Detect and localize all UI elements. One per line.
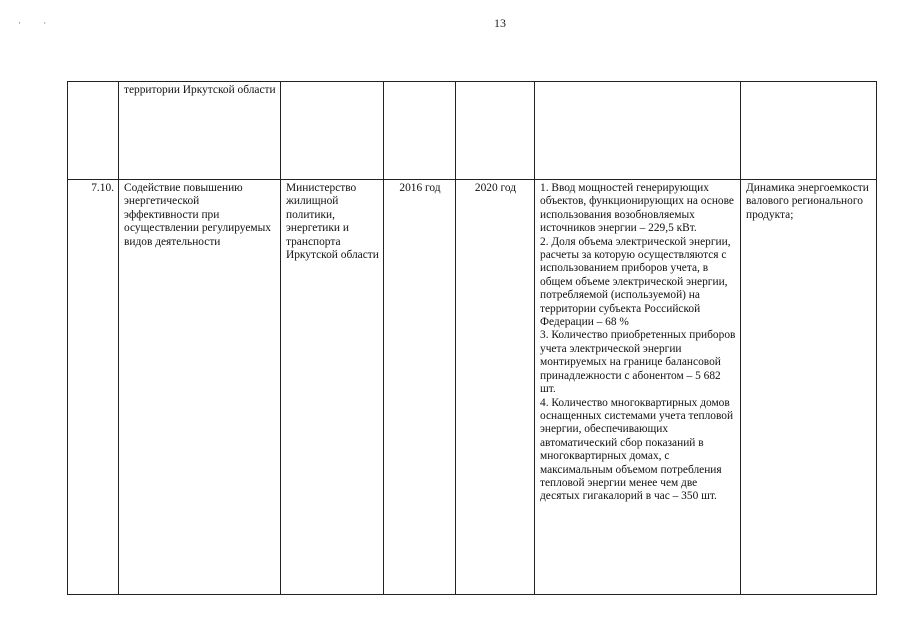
cell-link — [741, 82, 877, 180]
indicator-item: 2. Доля объема электрической энергии, расчеты за которую осуществляются с использованием приборов учета, в общем объеме электрической энергии, потребляемой (используемой) на территории субъекта Российской Федерации – 68 % — [540, 235, 731, 329]
cell-executor — [281, 82, 384, 180]
indicator-item: 1. Ввод мощностей генерирующих объектов, функционирующих на основе использования возобновляемых источников энергии – 229,5 кВт. — [540, 182, 734, 235]
cell-link: Динамика энергоемкости валового регионального продукта; — [741, 180, 877, 595]
table-row — [68, 82, 877, 180]
cell-start-year: 2016 год — [384, 180, 456, 595]
cell-indicators — [535, 82, 741, 180]
indicator-item: 4. Количество многоквартирных домов оснащенных системами учета тепловой энергии, обеспечивающих автоматический сбор показаний в многоквартирных домах, с максимальным объемом потребления тепловой энергии менее чем две десятых гигакалорий в час – 350 шт. — [540, 396, 734, 503]
cell-measure-name: территории Иркутской области — [119, 82, 281, 180]
cell-number: 7.10. — [68, 180, 119, 595]
scan-marks: · · — [18, 18, 57, 28]
cell-measure-name: Содействие повышению энергетической эффективности при осуществлении регулируемых видов деятельности — [119, 180, 281, 595]
cell-number — [68, 82, 119, 180]
cell-start-year — [384, 82, 456, 180]
cell-end-year: 2020 год — [456, 180, 535, 595]
page-number: 13 — [494, 16, 506, 30]
cell-executor: Министерство жилищной политики, энергетики и транспорта Иркутской области — [281, 180, 384, 595]
cell-end-year — [456, 82, 535, 180]
program-table — [67, 81, 877, 595]
cell-indicators — [535, 180, 741, 595]
table-row — [68, 180, 877, 595]
indicator-item: 3. Количество приобретенных приборов учета электрической энергии монтируемых на границе балансовой принадлежности с абонентом – 5 682 шт. — [540, 329, 736, 396]
